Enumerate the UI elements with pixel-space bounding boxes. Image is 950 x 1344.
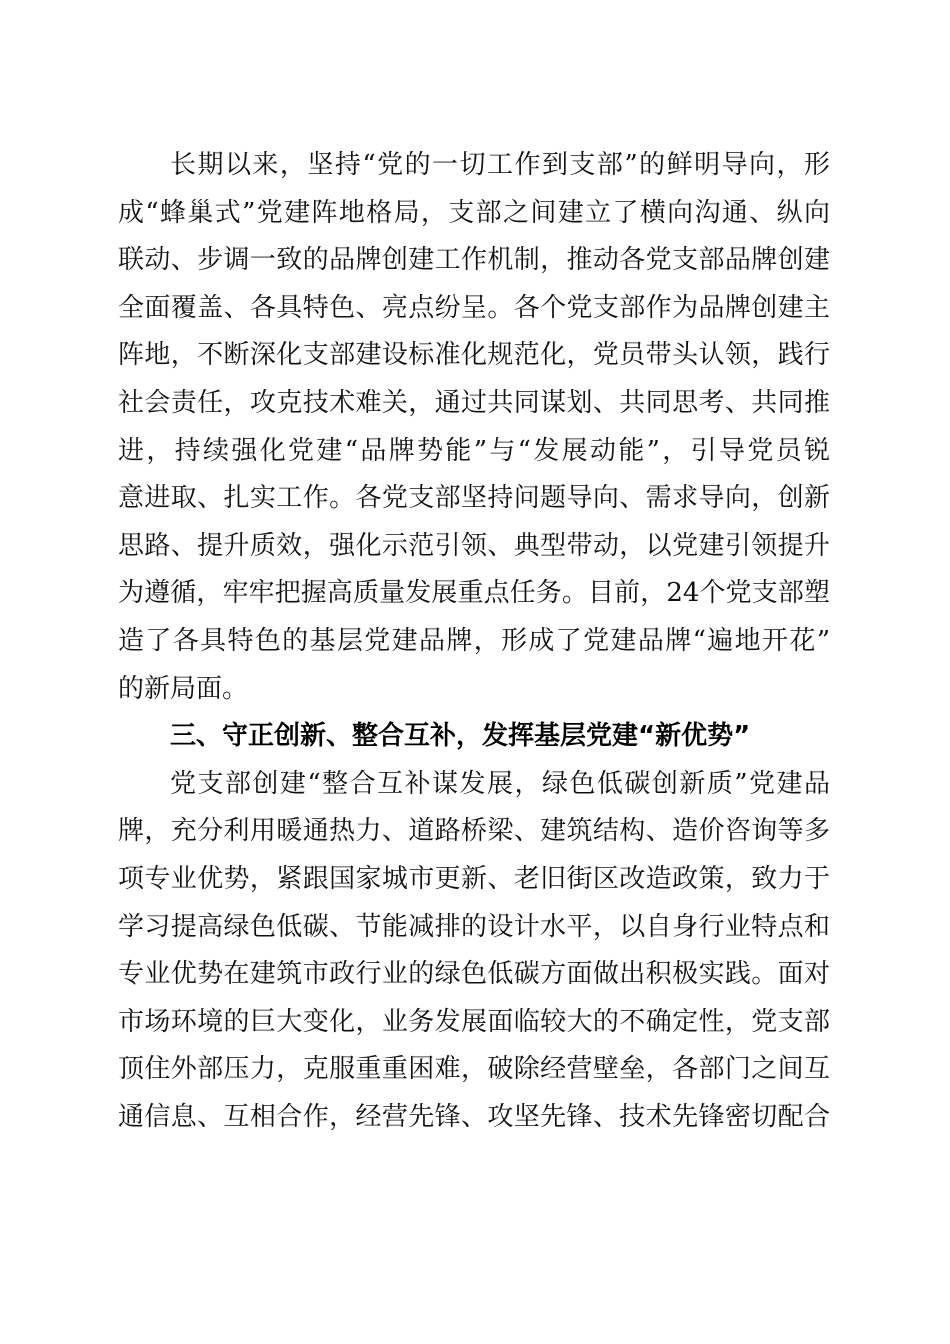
document-body xyxy=(118,142,830,1141)
paragraph-line: 阵地，不断深化支部建设标准化规范化，党员带头认领，践行 xyxy=(118,340,830,371)
paragraph-line: 为遵循，牢牢把握高质量发展重点任务。目前，24个党支部塑 xyxy=(118,578,830,609)
paragraph-line: 学习提高绿色低碳、节能减排的设计水平，以自身行业特点和 xyxy=(118,911,830,942)
paragraph-line: 长期以来，坚持“党的一切工作到支部”的鲜明导向，形 xyxy=(170,150,830,180)
paragraph-line: 全面覆盖、各具特色、亮点纷呈。各个党支部作为品牌创建主 xyxy=(118,292,830,323)
paragraph-line: 意进取、扎实工作。各党支部坚持问题导向、需求导向，创新 xyxy=(118,483,830,514)
paragraph-line: 专业优势在建筑市政行业的绿色低碳方面做出积极实践。面对 xyxy=(118,959,830,990)
paragraph-line: 成“蜂巢式”党建阵地格局，支部之间建立了横向沟通、纵向 xyxy=(118,197,830,228)
paragraph-line: 通信息、互相合作，经营先锋、攻坚先锋、技术先锋密切配合 xyxy=(118,1101,830,1132)
paragraph-1 xyxy=(118,142,830,713)
paragraph-line: 党支部创建“整合互补谋发展，绿色低碳创新质”党建品 xyxy=(170,768,830,799)
paragraph-line: 进，持续强化党建“品牌势能”与“发展动能”，引导党员锐 xyxy=(118,435,830,466)
paragraph-2 xyxy=(118,761,830,1142)
paragraph-line: 顶住外部压力，克服重重困难，破除经营壁垒，各部门之间互 xyxy=(118,1054,830,1085)
paragraph-line: 社会责任，攻克技术难关，通过共同谋划、共同思考、共同推 xyxy=(118,387,830,418)
paragraph-line: 的新局面。 xyxy=(118,673,249,704)
paragraph-line: 联动、步调一致的品牌创建工作机制，推动各党支部品牌创建 xyxy=(118,245,830,276)
paragraph-line: 思路、提升质效，强化示范引领、典型带动，以党建引领提升 xyxy=(118,530,830,561)
paragraph-line: 造了各具特色的基层党建品牌，形成了党建品牌“遍地开花” xyxy=(118,625,830,656)
paragraph-line: 项专业优势，紧跟国家城市更新、老旧街区改造政策，致力于 xyxy=(118,863,830,894)
paragraph-line: 市场环境的巨大变化，业务发展面临较大的不确定性，党支部 xyxy=(118,1006,830,1037)
section-heading: 三、守正创新、整合互补，发挥基层党建“新优势” xyxy=(170,721,751,752)
paragraph-line: 牌，充分利用暖通热力、道路桥梁、建筑结构、造价咨询等多 xyxy=(118,816,830,847)
